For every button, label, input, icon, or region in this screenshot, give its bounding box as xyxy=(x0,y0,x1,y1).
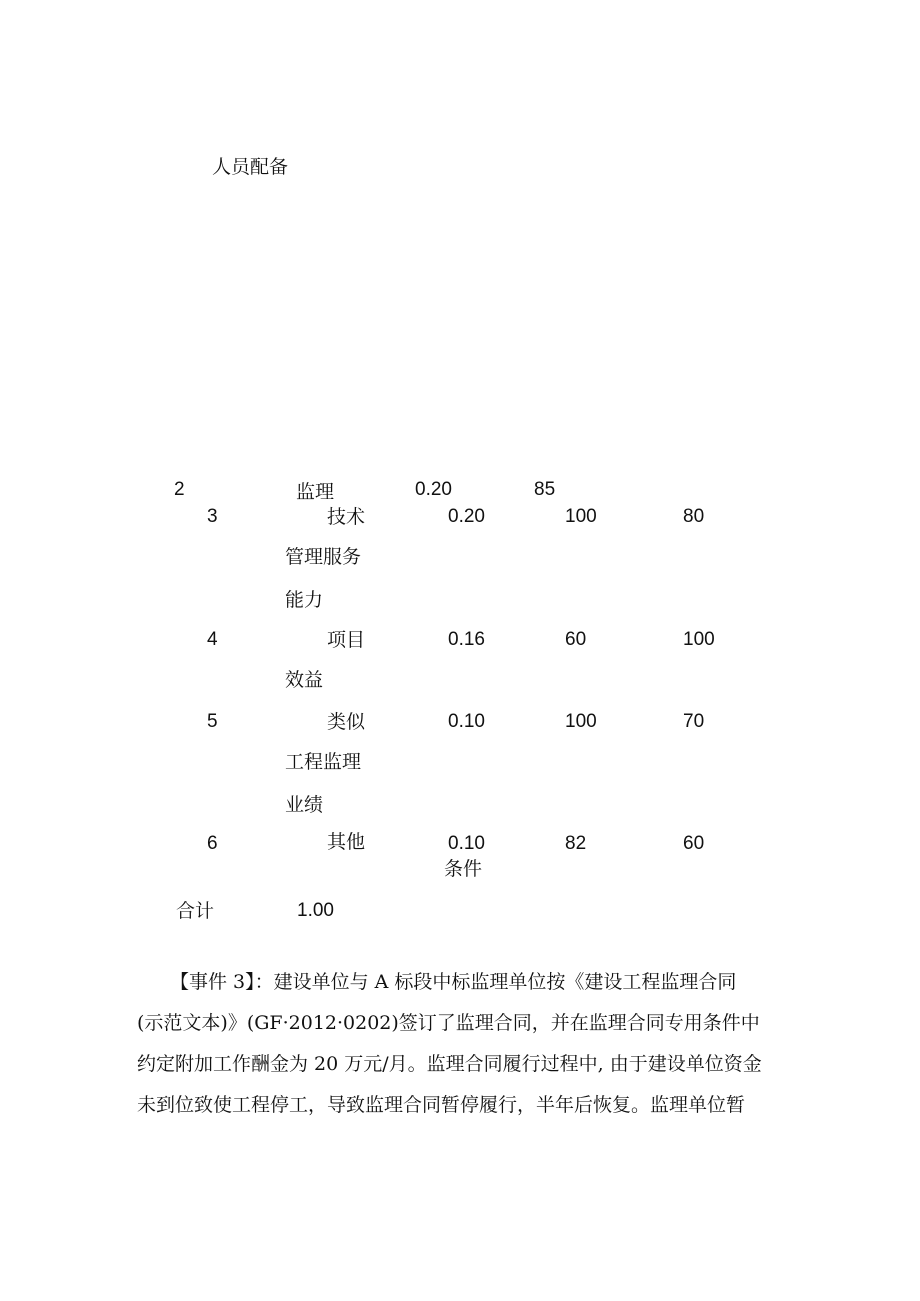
row-weight: 0.10 xyxy=(448,711,485,732)
total-value: 1.00 xyxy=(297,900,334,921)
paragraph-line: 约定附加工作酬金为 20 万元/月。监理合同履行过程中, 由于建设单位资金 xyxy=(137,1053,762,1075)
row-score-1: 100 xyxy=(565,506,597,527)
row-item-name: 能力 xyxy=(285,589,324,611)
row-item-name: 类似 xyxy=(327,711,366,733)
row-item-name: 项目 xyxy=(327,629,366,651)
row-item-name: 管理服务 xyxy=(285,546,362,568)
row-item-name: 监理 xyxy=(296,481,335,503)
row-item-name: 效益 xyxy=(285,669,324,691)
row-weight: 0.20 xyxy=(448,506,485,527)
row-score-1: 82 xyxy=(565,833,587,854)
row-number: 6 xyxy=(207,833,218,854)
total-label: 合计 xyxy=(176,900,215,922)
row-weight: 0.10 xyxy=(448,833,485,854)
row-number: 2 xyxy=(174,479,185,500)
row-score-2: 70 xyxy=(683,711,705,732)
paragraph-line: 未到位致使工程停工，导致监理合同暂停履行，半年后恢复。监理单位暂 xyxy=(137,1094,746,1116)
paragraph-line: 【事件 3】：建设单位与 A 标段中标监理单位按《建设工程监理合同 xyxy=(170,971,737,993)
row-number: 4 xyxy=(207,629,218,650)
row-item-name: 业绩 xyxy=(285,794,324,816)
row-weight: 0.16 xyxy=(448,629,485,650)
row-weight-suffix: 条件 xyxy=(444,858,483,880)
row-score-1: 85 xyxy=(534,479,556,500)
event-paragraph xyxy=(137,962,797,1126)
row-score-1: 100 xyxy=(565,711,597,732)
row-number: 3 xyxy=(207,506,218,527)
row-item-name: 技术 xyxy=(327,506,366,528)
row-item-name: 其他 xyxy=(327,831,366,853)
paragraph-line: (示范文本)》(GF·2012·0202)签订了监理合同，并在监理合同专用条件中 xyxy=(137,1012,760,1034)
section-heading: 人员配备 xyxy=(212,156,289,178)
row-item-name: 工程监理 xyxy=(285,751,362,773)
row-score-2: 100 xyxy=(683,629,715,650)
row-weight: 0.20 xyxy=(415,479,452,500)
row-score-1: 60 xyxy=(565,629,587,650)
row-score-2: 60 xyxy=(683,833,705,854)
row-number: 5 xyxy=(207,711,218,732)
row-score-2: 80 xyxy=(683,506,705,527)
